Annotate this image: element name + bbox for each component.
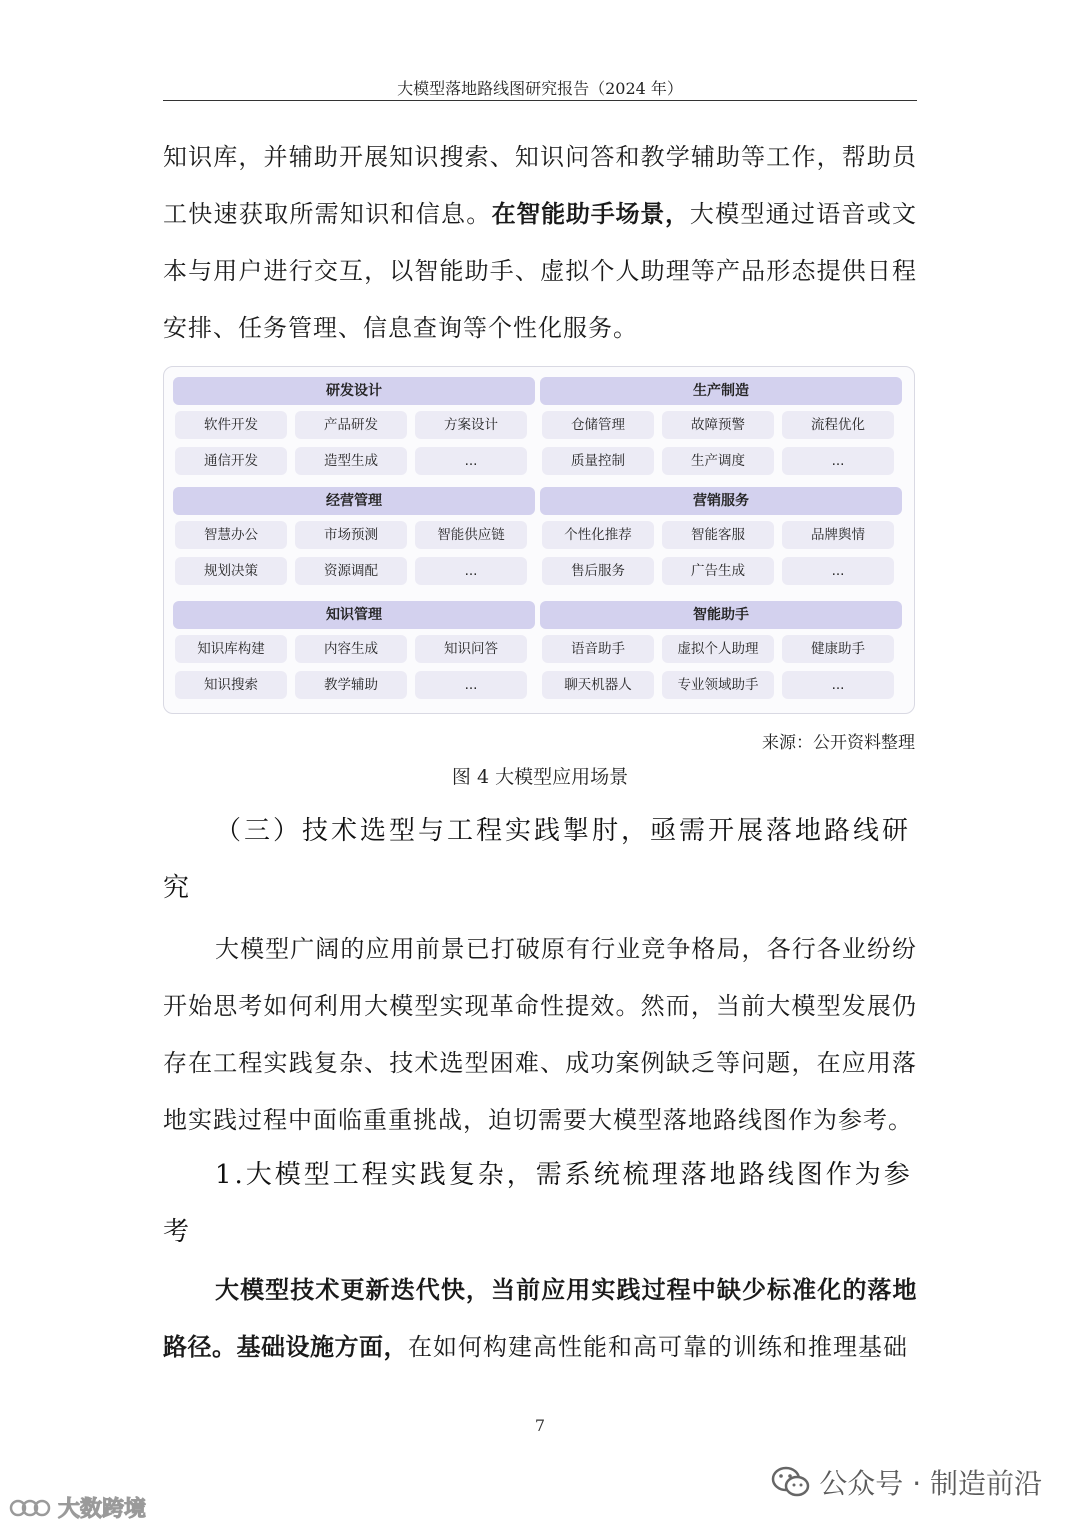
group-title: 营销服务 xyxy=(540,487,902,515)
scenario-chip: 仓储管理 xyxy=(542,411,654,439)
para3-bold-a: 大模型技术更新迭代快，当前应用实践过程中缺少标准化的落地路径。 xyxy=(163,1276,917,1361)
scenario-chip: 智能供应链 xyxy=(415,521,527,549)
watermark-right-text: 公众号 · 制造前沿 xyxy=(819,1467,1042,1500)
group-title: 研发设计 xyxy=(173,377,535,405)
section-heading-3: （三）技术选型与工程实践掣肘，亟需开展落地路线研究 xyxy=(163,816,912,903)
scenario-chip: 软件开发 xyxy=(175,411,287,439)
scenario-chip: 售后服务 xyxy=(542,557,654,585)
watermark-left-text: 大数跨境 xyxy=(58,1497,147,1522)
scenario-chip: 健康助手 xyxy=(782,635,894,663)
scenario-chip: 品牌舆情 xyxy=(782,521,894,549)
watermark-wechat xyxy=(771,1462,1042,1502)
page-number: 7 xyxy=(534,1416,546,1435)
scenario-chip: 生产调度 xyxy=(662,447,774,475)
header-divider xyxy=(163,100,917,101)
para3-text: 在如何构建高性能和高可靠的训练和推理基础 xyxy=(408,1333,908,1361)
para1-text-b: 大模型通过语音或文本与用户进行交互，以智能助手、虚拟个人助理等产品形态提供日程安排、任务管理、信息查询等个性化服务。 xyxy=(163,200,918,342)
scenario-chip: 造型生成 xyxy=(295,447,407,475)
scenario-chip: 虚拟个人助理 xyxy=(662,635,774,663)
scenario-chip: ... xyxy=(782,557,894,585)
scenario-chip: 广告生成 xyxy=(662,557,774,585)
scenario-chip: 知识问答 xyxy=(415,635,527,663)
group-intelligent-assistant xyxy=(540,601,902,711)
scenario-chip: ... xyxy=(415,671,527,699)
group-production-manufacturing xyxy=(540,377,902,487)
scenario-chip: 知识搜索 xyxy=(175,671,287,699)
scenario-chip: 教学辅助 xyxy=(295,671,407,699)
paragraph-challenges: 大模型广阔的应用前景已打破原有行业竞争格局，各行各业纷纷开始思考如何利用大模型实现革命性提效。然而，当前大模型发展仍存在工程实践复杂、技术选型困难、成功案例缺乏等问题，在应用落地实践过程中面临重重挑战，迫切需要大模型落地路线图作为参考。 xyxy=(163,935,917,1134)
scenario-chip: 通信开发 xyxy=(175,447,287,475)
group-title: 知识管理 xyxy=(173,601,535,629)
running-header: 大模型落地路线图研究报告（2024 年） xyxy=(397,79,683,98)
group-title: 智能助手 xyxy=(540,601,902,629)
paragraph-infrastructure xyxy=(163,1262,917,1376)
scenario-chip: 智能客服 xyxy=(662,521,774,549)
watermark-brand xyxy=(8,1492,146,1523)
wechat-icon xyxy=(771,1465,811,1499)
scenario-chip: 个性化推荐 xyxy=(542,521,654,549)
para1-bold: 在智能助手场景， xyxy=(491,200,690,228)
scenario-chip: 方案设计 xyxy=(415,411,527,439)
scenario-chip: 聊天机器人 xyxy=(542,671,654,699)
scenario-chip: ... xyxy=(415,557,527,585)
scenario-chip: 知识库构建 xyxy=(175,635,287,663)
group-title: 生产制造 xyxy=(540,377,902,405)
brand-logo-icon xyxy=(8,1495,54,1521)
group-title: 经营管理 xyxy=(173,487,535,515)
scenario-chip: 规划决策 xyxy=(175,557,287,585)
scenario-chip: ... xyxy=(782,671,894,699)
scenario-chip: 内容生成 xyxy=(295,635,407,663)
para1-text-a: 知识库，并辅助开展知识搜索、知识问答和教学辅助等工作，帮助员工快速获取所需知识和信息。 xyxy=(163,143,917,228)
scenario-chip: 智慧办公 xyxy=(175,521,287,549)
scenario-chip: 语音助手 xyxy=(542,635,654,663)
scenario-chip: 市场预测 xyxy=(295,521,407,549)
figure-application-scenarios xyxy=(163,366,915,714)
scenario-chip: ... xyxy=(415,447,527,475)
scenario-chip: 质量控制 xyxy=(542,447,654,475)
group-operations-management xyxy=(173,487,535,597)
figure-caption: 图 4 大模型应用场景 xyxy=(451,766,629,788)
group-rnd-design xyxy=(173,377,535,487)
para3-bold-b: 基础设施方面， xyxy=(236,1333,408,1361)
scenario-chip: 资源调配 xyxy=(295,557,407,585)
paragraph-assistant-scenario xyxy=(163,129,917,357)
subsection-heading-1: 1.大模型工程实践复杂，需系统梳理落地路线图作为参考 xyxy=(163,1160,913,1247)
scenario-chip: 故障预警 xyxy=(662,411,774,439)
scenario-chip: ... xyxy=(782,447,894,475)
scenario-chip: 专业领域助手 xyxy=(662,671,774,699)
scenario-chip: 流程优化 xyxy=(782,411,894,439)
group-knowledge-management xyxy=(173,601,535,711)
group-marketing-service xyxy=(540,487,902,597)
scenario-chip: 产品研发 xyxy=(295,411,407,439)
figure-source: 来源：公开资料整理 xyxy=(762,733,915,753)
